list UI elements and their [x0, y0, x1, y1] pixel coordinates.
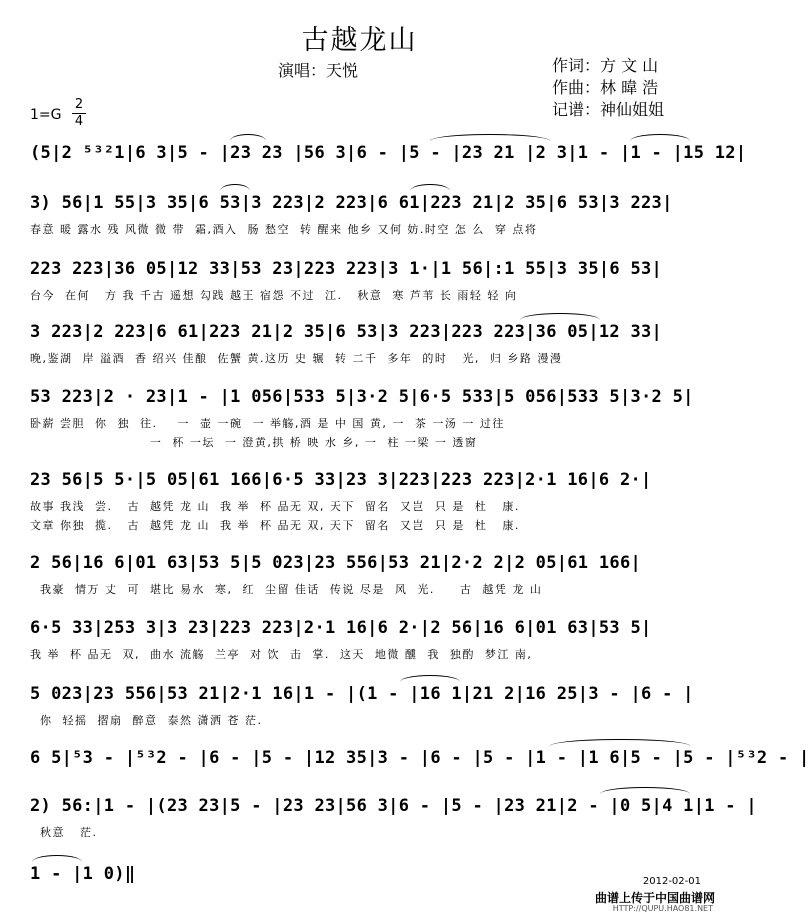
singer-credit: 演唱：天悦 [278, 61, 359, 80]
score-system [30, 618, 690, 662]
slur-mark [520, 313, 600, 320]
lyrics-line: 故事 我浅 尝. 古 越凭 龙 山 我 举 杯 品无 双, 天下 留名 又岂 只 是 杜 康. [30, 500, 520, 513]
lyrics-line-alt: 一 杯 一坛 一 澄黄,拱 桥 映 水 乡, 一 柱 一梁 一 透窗 [30, 436, 478, 449]
time-signature [72, 98, 86, 129]
slur-mark [600, 787, 690, 794]
time-signature-bottom: 4 [74, 114, 84, 129]
slur-mark [550, 739, 690, 746]
publish-date: 2012-02-01 [642, 876, 701, 887]
slur-mark [220, 184, 250, 191]
credits-block [552, 55, 664, 121]
song-title: 古越龙山 [301, 25, 418, 56]
lyrics-line: 你 轻摇 摺扇 醉意 泰然 潇洒 苍 茫. [30, 714, 263, 727]
notation-line: 23 56|5 5·|5 05|61 166|6·5 33|23 3|223|223 223|2·1 16|6 2·| [30, 470, 652, 490]
slur-mark [430, 134, 550, 141]
time-signature-top: 2 [74, 97, 84, 112]
slur-mark [630, 134, 690, 141]
score-system [30, 387, 694, 450]
lyrics-line: 秋意 茫. [30, 826, 98, 839]
notation-line: 3 223|2 223|6 61|223 21|2 35|6 53|3 223|223 223|36 05|12 33| [30, 322, 663, 342]
lyrics-line: 我 举 杯 品无 双, 曲水 流觞 兰亭 对 饮 击 掌. 这天 地微 醺 我 独酌 梦江 南, [30, 648, 533, 661]
slur-mark [230, 134, 266, 141]
notation-line: 2 56|16 6|01 63|53 5|5 023|23 556|53 21|2·2 2|2 05|61 166| [30, 553, 642, 573]
notation-line: 223 223|36 05|12 33|53 23|223 223|3 1·|1 56|:1 55|3 35|6 53| [30, 259, 663, 279]
score-system [30, 684, 694, 728]
score-system [30, 193, 690, 237]
lyrics-line-alt: 文章 你独 揽. 古 越凭 龙 山 我 举 杯 品无 双, 天下 留名 又岂 只 是 杜 康. [30, 519, 520, 532]
site-url: HTTP://QUPU.HAO81.NET [612, 904, 713, 913]
notation-line: 3) 56|1 55|3 35|6 53|3 223|2 223|6 61|223 21|2 35|6 53|3 223| [30, 193, 673, 213]
score-system [30, 748, 810, 768]
slur-mark [410, 184, 450, 191]
score-system [30, 864, 690, 884]
key-signature: 1=G [30, 107, 62, 123]
lyricist-credit: 作词：方 文 山 [552, 56, 659, 75]
lyrics-line: 卧薪 尝胆 你 独 往. 一 壶 一碗 一 举觞,酒 是 中 国 黄, 一 茶 一汤 一 过往 [30, 417, 505, 430]
score-system [30, 470, 690, 533]
lyrics-line: 春意 暖 露水 残 风微 微 带 霜,酒入 肠 愁空 转 醒来 他乡 又何 妨.时空 怎 么 穿 点将 [30, 223, 538, 236]
composer-credit: 作曲：林 暐 浩 [552, 78, 659, 97]
notation-line: 1 - |1 0)‖ [30, 864, 136, 884]
slur-mark [32, 855, 82, 862]
transcriber-credit: 记谱：神仙姐姐 [552, 100, 665, 119]
lyrics-line: 晚,鉴湖 岸 溢酒 香 绍兴 佳酿 佐蟹 黄.这历 史 辗 转 二千 多年 的时 光, 归 乡路 漫漫 [30, 352, 563, 365]
lyrics-line: 我豪 情万 丈 可 堪比 易水 寒, 红 尘留 佳话 传说 尽是 风 光. 古 越凭 龙 山 [30, 583, 543, 596]
score-system [30, 259, 690, 303]
notation-line: 6·5 33|253 3|3 23|223 223|2·1 16|6 2·|2 56|16 6|01 63|53 5| [30, 618, 652, 638]
notation-line: 2) 56:|1 - |(23 23|5 - |23 23|56 3|6 - |5 - |23 21|2 - |0 5|4 1|1 - | [30, 796, 757, 816]
score-system [30, 796, 757, 840]
notation-line: (5|2 ⁵³²1|6 3|5 - |23 23 |56 3|6 - |5 - |23 21 |2 3|1 - |1 - |15 12| [30, 143, 747, 163]
score-system [30, 143, 747, 171]
site-watermark: 曲谱上传于中国曲谱网 [594, 891, 715, 905]
score-system [30, 322, 690, 366]
slur-mark [400, 675, 460, 682]
score-system [30, 553, 690, 597]
lyrics-line: 台今 在何 方 我 千古 遥想 勾践 越王 宿怨 不过 江. 秋意 寒 芦苇 长 雨轻 轻 向 [30, 289, 518, 302]
notation-line: 53 223|2 · 23|1 - |1 056|533 5|3·2 5|6·5 533|5 056|533 5|3·2 5| [30, 387, 694, 407]
notation-line: 5 023|23 556|53 21|2·1 16|1 - |(1 - |16 1|21 2|16 25|3 - |6 - | [30, 684, 694, 704]
notation-line: 6 5|⁵3 - |⁵³2 - |6 - |5 - |12 35|3 - |6 - |5 - |1 - |1 6|5 - |5 - |⁵³2 - | [30, 748, 810, 768]
